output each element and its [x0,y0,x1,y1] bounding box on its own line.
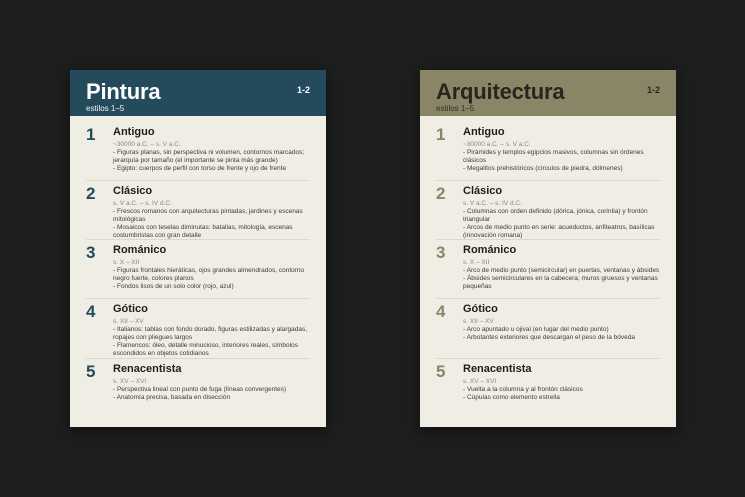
card-title: Arquitectura [436,79,565,104]
entry-name: Renacentista [113,363,182,375]
entry-name: Antiguo [113,126,155,138]
entry-desc-line: - Frescos romanos con arquitecturas pintadas, jardines y escenas mitológicas [113,208,303,223]
entry-name: Gótico [463,303,498,315]
entry-desc-line: - Figuras frontales hieráticas, ojos grandes almendrados, contorno negro fuerte, colores planos [113,267,305,282]
entry-4 [436,299,660,359]
entry-name: Antiguo [463,126,505,138]
entry-number: 2 [436,184,446,203]
entry-name: Gótico [113,303,148,315]
entry-name: Clásico [113,185,153,197]
entry-name: Románico [463,244,517,256]
entry-desc-line: - Fondos lisos de un solo color (rojo, azul) [113,283,234,290]
entry-list [420,116,676,412]
entry-number: 5 [86,362,96,381]
card-pintura [70,70,326,427]
entry-2 [86,181,310,240]
entry-desc-line: - Egipto: cuerpos de perfil con torso de frente y ojo de frente [113,165,287,172]
entry-3 [436,240,660,299]
entry-number: 1 [436,125,446,144]
entry-1 [86,122,310,181]
entry-date: s. X – XII [463,259,490,266]
entry-desc-line: - Pirámides y templos egipcios masivos, columnas sin órdenes clásicos [463,149,644,164]
entry-desc-line: - Vuelta a la columna y al frontón clásicos [463,386,583,393]
card-header [70,70,326,116]
entry-desc-line: - Mosaicos con teselas diminutas: batallas, mitología, escenas costumbristas con gran detalle [113,224,293,239]
entry-number: 5 [436,362,446,381]
card-subtitle: estilos 1–5 [436,104,475,113]
entry-4 [86,299,310,359]
entry-desc-line: - Arcos de medio punto en serie: acueductos, anfiteatros, basílicas (innovación romana) [463,224,655,239]
entry-desc-line: - Arbotantes exteriores que descargan el peso de la bóveda [463,334,636,341]
entry-desc-line: - Arco de medio punto (semicircular) en puertas, ventanas y ábsides [463,267,660,274]
card-badge: 1-2 [646,85,660,95]
entry-desc-line: - Megalitos prehistóricos (círculos de piedra, dólmenes) [463,165,623,172]
entry-desc-line: - Flamencos: óleo, detalle minucioso, interiores reales, símbolos escondidos en objetos cotidianos [113,342,298,357]
entry-name: Renacentista [463,363,532,375]
entry-number: 3 [86,243,96,262]
entry-number: 4 [436,302,446,321]
entry-date: s. XV – XVI [463,378,497,385]
entry-number: 2 [86,184,96,203]
card-header [420,70,676,116]
entry-date: s. V a.C. – s. IV d.C. [463,200,522,207]
entry-1 [436,122,660,181]
card-badge: 1-2 [296,85,310,95]
entry-number: 1 [86,125,96,144]
card-title: Pintura [86,79,161,104]
entry-5 [436,359,660,412]
entry-3 [86,240,310,299]
entry-date: ~30000 a.C. – s. V a.C. [463,141,531,148]
entry-name: Clásico [463,185,503,197]
entry-desc-line: - Ábsides semicirculares en la cabecera; muros gruesos y ventanas pequeñas [463,275,658,290]
entry-list [70,116,326,412]
entry-desc-line: - Figuras planas, sin perspectiva ni volumen, contornos marcados; jerarquía por tamaño (el importante se pinta más grande) [113,149,305,164]
entry-date: s. X – XII [113,259,140,266]
entry-number: 4 [86,302,96,321]
entry-desc-line: - Arco apuntado u ojival (en lugar del medio punto) [463,326,609,333]
entry-desc-line: - Cúpulas como elemento estrella [463,394,560,401]
entry-date: s. V a.C. – s. IV d.C. [113,200,172,207]
entry-desc-line: - Perspectiva lineal con punto de fuga (líneas convergentes) [113,386,287,393]
entry-desc-line: - Anatomía precisa, basada en disección [113,394,231,401]
entry-5 [86,359,310,412]
entry-desc-line: - Columnas con orden definido (dórica, jónica, corintia) y frontón triangular [463,208,648,223]
entry-date: s. XII – XV [463,318,494,325]
entry-date: s. XV – XVI [113,378,147,385]
entry-2 [436,181,660,240]
card-subtitle: estilos 1–5 [86,104,125,113]
entry-desc-line: - Italianos: tablas con fondo dorado, figuras estilizadas y alargadas, ropajes con pliegues largos [113,326,308,341]
card-arquitectura [420,70,676,427]
entry-number: 3 [436,243,446,262]
entry-name: Románico [113,244,167,256]
entry-date: s. XII – XV [113,318,144,325]
entry-date: ~30000 a.C. – s. V a.C. [113,141,181,148]
